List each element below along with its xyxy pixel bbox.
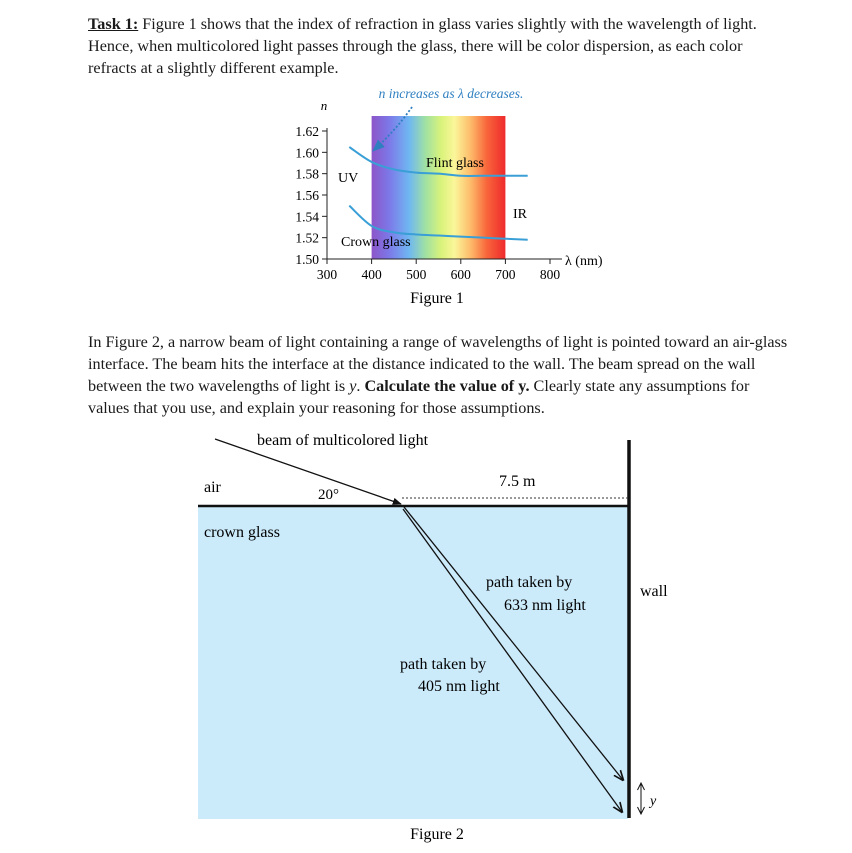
x-axis-label: λ (nm)	[565, 254, 603, 269]
path-405-label-line2: 405 nm light	[418, 678, 500, 695]
y-tick-label: 1.60	[295, 145, 319, 161]
problem-text-b: .	[356, 377, 365, 395]
problem-paragraph	[88, 331, 788, 419]
figure1-caption: Figure 1	[410, 290, 464, 307]
problem-text-c: Clearly state any assumptions for values that you use, and explain your reasoning for those assumptions.	[88, 377, 750, 417]
x-tick-label: 300	[316, 267, 338, 282]
crown-glass-label: Crown glass	[341, 235, 411, 250]
crown-glass-region-label: crown glass	[204, 524, 280, 541]
air-label: air	[204, 479, 221, 496]
x-tick-label: 800	[539, 267, 561, 282]
x-tick-label: 600	[450, 267, 471, 282]
figure2-caption: Figure 2	[410, 826, 464, 843]
wall-label: wall	[640, 583, 668, 600]
figure1-annotation: n increases as λ decreases.	[378, 86, 524, 101]
y-tick-label: 1.62	[295, 124, 319, 139]
path-633-label-line1: path taken by	[486, 574, 573, 591]
y-tick-label: 1.56	[295, 188, 319, 203]
distance-label: 7.5 m	[499, 473, 536, 490]
ir-label: IR	[513, 207, 527, 222]
flint-glass-label: Flint glass	[426, 156, 484, 171]
figure1-chart	[295, 86, 602, 307]
x-tick-label: 500	[406, 267, 427, 282]
y-tick-label: 1.50	[295, 252, 319, 267]
y-tick-label: 1.52	[295, 230, 319, 246]
task-intro-text: Figure 1 shows that the index of refraction in glass varies slightly with the wavelength of light. Hence, when multicolored light passes through the glass, there will be color dispersion, as each color refracts at a slightly different example.	[88, 15, 757, 77]
task-label: Task 1:	[88, 15, 139, 33]
path-405-label-line1: path taken by	[400, 656, 487, 673]
y-tick-label: 1.54	[295, 209, 319, 225]
problem-text-a: In Figure 2, a narrow beam of light containing a range of wavelengths of light is pointed toward an air-glass interface. The beam hits the interface at the distance indicated to the wall. The beam spread on the wall between the two wavelengths of light is	[88, 333, 788, 395]
x-tick-label: 700	[495, 267, 516, 282]
x-tick-label: 400	[361, 267, 382, 282]
y-axis-label: n	[320, 98, 328, 113]
beam-label: beam of multicolored light	[257, 432, 429, 449]
x-ticks	[317, 259, 561, 282]
y-ticks	[295, 124, 327, 267]
problem-variable-y: y	[349, 377, 357, 395]
y-tick-label: 1.58	[295, 166, 319, 182]
y-variable-label: y	[650, 794, 657, 809]
problem-bold-instruction: Calculate the value of y.	[364, 377, 530, 395]
figure2-diagram	[198, 432, 668, 843]
uv-label: UV	[338, 171, 359, 186]
path-633-label-line2: 633 nm light	[504, 597, 586, 614]
angle-label: 20°	[318, 487, 339, 503]
